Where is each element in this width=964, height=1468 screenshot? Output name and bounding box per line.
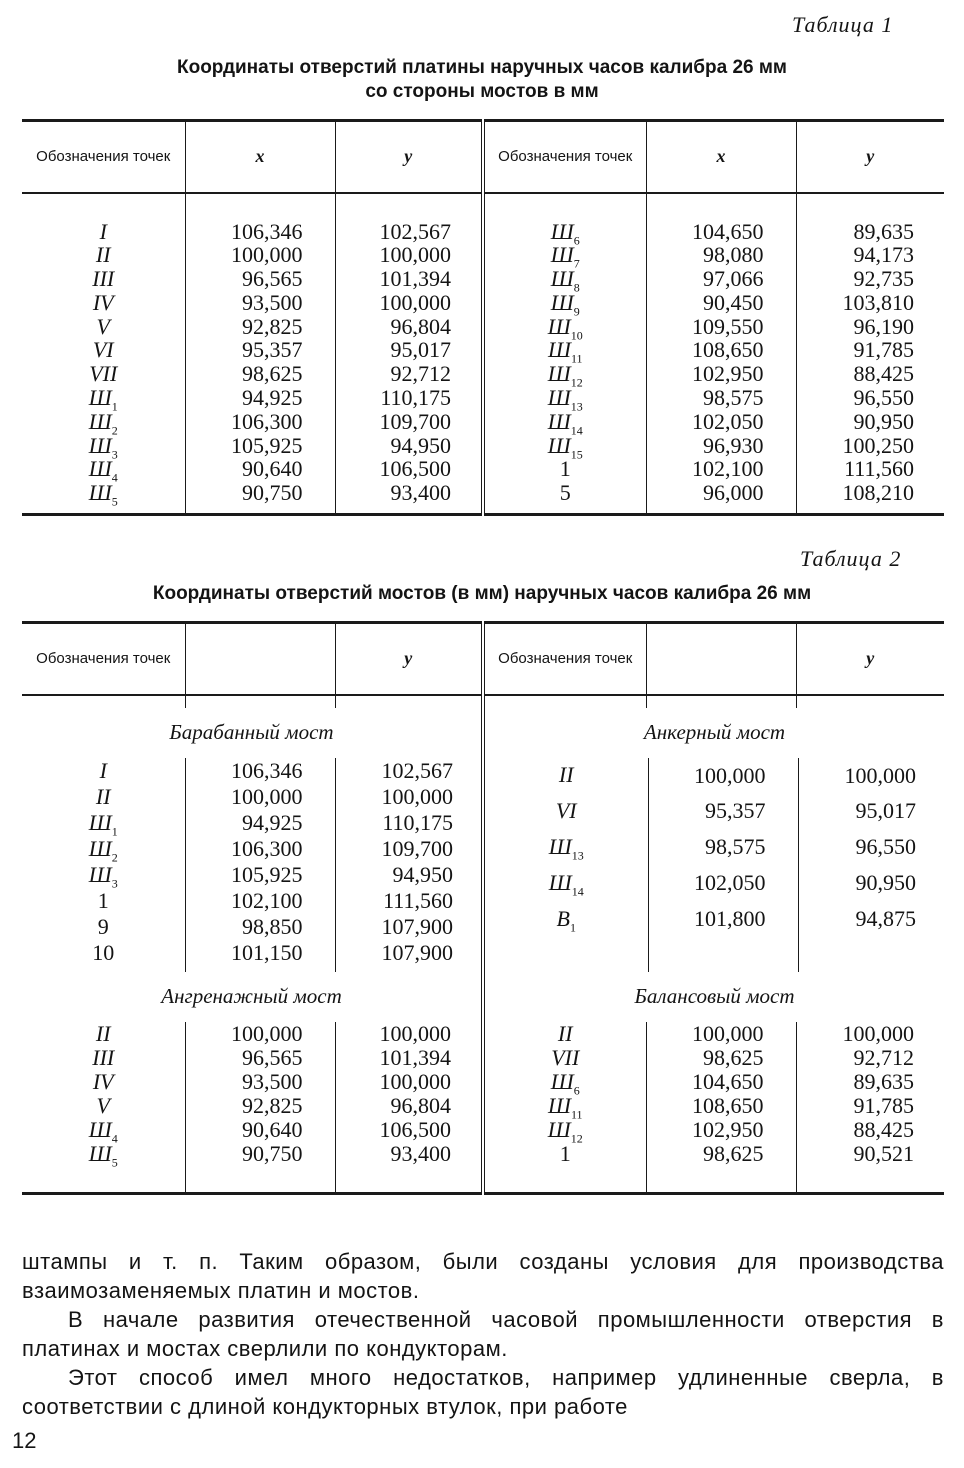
- bridge-block-row: [22, 758, 944, 972]
- table2-col-y-right: y: [796, 623, 944, 695]
- y-value: 100,250: [796, 434, 944, 458]
- body-text: [22, 1247, 944, 1421]
- table-row: [22, 457, 944, 481]
- table-row: [22, 888, 483, 914]
- point-subscript: 6: [573, 1082, 580, 1097]
- y-value: 91,785: [796, 1094, 944, 1118]
- y-value: 95,017: [335, 338, 483, 362]
- y-value: 96,190: [796, 315, 944, 339]
- point-label: [483, 1116, 646, 1145]
- y-value: 110,175: [335, 810, 483, 836]
- x-value: 104,650: [646, 220, 796, 244]
- point-label: [22, 385, 185, 414]
- point-label: [22, 243, 185, 267]
- point-symbol: III: [92, 266, 115, 292]
- point-subscript: 4: [111, 470, 118, 485]
- point-label: [483, 481, 646, 505]
- x-value: 102,100: [185, 888, 335, 914]
- point-label: [22, 362, 185, 386]
- x-value: 94,925: [185, 810, 335, 836]
- section-title: Барабанный мост: [169, 720, 334, 744]
- point-subscript: 4: [111, 1130, 118, 1145]
- point-subscript: 1: [111, 399, 118, 414]
- table-row: [22, 267, 944, 291]
- point-symbol: Ш: [547, 337, 571, 363]
- x-value: 98,850: [185, 914, 335, 940]
- table-row: [22, 338, 944, 362]
- point-label: [22, 1140, 185, 1169]
- table2-col-points-left: Обозначения точек: [22, 623, 185, 695]
- point-symbol: Ш: [547, 1092, 571, 1118]
- point-symbol: Ш: [550, 218, 574, 244]
- point-label: [22, 267, 185, 291]
- point-symbol: Ш: [547, 385, 571, 411]
- x-value: 109,550: [646, 315, 796, 339]
- x-value: 100,000: [646, 1022, 796, 1046]
- point-symbol: 5: [559, 480, 571, 506]
- y-value: 101,394: [335, 1046, 483, 1070]
- y-value: 94,875: [798, 901, 946, 937]
- point-symbol: VII: [551, 1044, 580, 1070]
- point-symbol: II: [95, 1020, 111, 1046]
- y-value: 103,810: [796, 291, 944, 315]
- x-value: 101,800: [648, 901, 798, 937]
- table1-title-line1: Координаты отверстий платины наручных часов калибра 26 мм: [177, 57, 787, 78]
- point-label: [22, 408, 185, 438]
- y-value: 111,560: [796, 457, 944, 481]
- y-value: 109,700: [335, 410, 483, 434]
- x-value: 108,650: [646, 1094, 796, 1118]
- table-row: [22, 1094, 944, 1118]
- point-subscript: 11: [570, 1106, 583, 1121]
- y-value: 90,950: [796, 410, 944, 434]
- point-label: [22, 914, 185, 940]
- point-label: [483, 266, 646, 295]
- x-value: 92,825: [185, 315, 335, 339]
- table1-col-y-right: y: [796, 121, 944, 193]
- x-value: 90,450: [646, 291, 796, 315]
- paragraph-2: В начале развития отечественной часовой промышленности отверстия в платинах и мостах сверлили по кондукторам.: [22, 1307, 944, 1361]
- table1-caption: Таблица 1: [792, 12, 894, 37]
- point-label: [483, 385, 646, 414]
- point-subscript: 12: [570, 1130, 583, 1145]
- y-value: 102,567: [335, 758, 483, 784]
- point-symbol: Ш: [547, 432, 571, 458]
- y-value: 100,000: [335, 1022, 483, 1046]
- point-label: [483, 218, 646, 247]
- table-row: [22, 220, 944, 244]
- table-row: [22, 836, 483, 862]
- x-value: 105,925: [185, 434, 335, 458]
- x-value: 96,565: [185, 267, 335, 291]
- y-value: 108,210: [796, 481, 944, 505]
- x-value: 100,000: [185, 243, 335, 267]
- y-value: 93,400: [335, 481, 483, 505]
- table1-col-x-left: x: [185, 121, 335, 193]
- table-row: [22, 410, 944, 434]
- point-label: [22, 220, 185, 244]
- x-value: 105,925: [185, 862, 335, 888]
- paragraph-3: Этот способ имел много недостатков, например удлиненные сверла, в соответствии с длиной кондукторных втулок, при работе: [22, 1365, 944, 1419]
- point-subscript: 10: [570, 328, 583, 343]
- table2-col-x-right: [646, 623, 796, 695]
- y-value: 92,712: [796, 1046, 944, 1070]
- x-value: 95,357: [185, 338, 335, 362]
- table-row: [22, 1046, 944, 1070]
- point-subscript: 5: [111, 1154, 118, 1169]
- y-value: 111,560: [335, 888, 483, 914]
- point-subscript: 11: [570, 351, 583, 366]
- point-label: [22, 456, 185, 485]
- table-row: [22, 291, 944, 315]
- y-value: 96,550: [796, 386, 944, 410]
- y-value: 88,425: [796, 1118, 944, 1142]
- point-subscript: 6: [573, 232, 580, 247]
- point-symbol: IV: [92, 1068, 114, 1094]
- table-row: [22, 758, 483, 784]
- point-symbol: IV: [92, 289, 114, 315]
- point-label: [483, 313, 646, 343]
- y-value: 96,804: [335, 315, 483, 339]
- point-label: [22, 888, 185, 914]
- x-value: 102,050: [646, 410, 796, 434]
- table1-col-points-right: Обозначения точек: [483, 121, 646, 193]
- point-symbol: Ш: [550, 242, 574, 268]
- x-value: 100,000: [185, 1022, 335, 1046]
- point-symbol: VII: [89, 361, 118, 387]
- x-value: 90,750: [185, 481, 335, 505]
- point-label: [485, 901, 648, 937]
- table-row: [485, 829, 946, 865]
- point-label: [483, 361, 646, 390]
- x-value: 90,640: [185, 1118, 335, 1142]
- table-row: [22, 315, 944, 339]
- point-subscript: 13: [571, 848, 584, 863]
- point-symbol: Ш: [88, 835, 112, 861]
- table-row: [485, 758, 946, 794]
- y-value: 88,425: [796, 362, 944, 386]
- point-symbol: V: [96, 1092, 110, 1118]
- y-value: 92,712: [335, 362, 483, 386]
- point-subscript: 13: [570, 399, 583, 414]
- table-row: [22, 1118, 944, 1142]
- x-value: 106,300: [185, 836, 335, 862]
- table-row: [22, 1070, 944, 1094]
- point-label: [483, 457, 646, 481]
- x-value: 98,625: [185, 362, 335, 386]
- x-value: 102,050: [648, 865, 798, 901]
- point-symbol: II: [558, 762, 574, 788]
- point-symbol: Ш: [88, 861, 112, 887]
- point-symbol: 1: [559, 456, 571, 482]
- y-value: 106,500: [335, 1118, 483, 1142]
- x-value: 100,000: [648, 758, 798, 794]
- y-value: 93,400: [335, 1142, 483, 1166]
- table2-col-x-left: [185, 623, 335, 695]
- x-value: 100,000: [185, 784, 335, 810]
- y-value: 107,900: [335, 914, 483, 940]
- y-value: 101,394: [335, 267, 483, 291]
- point-symbol: Ш: [88, 480, 112, 506]
- point-symbol: Ш: [548, 869, 572, 895]
- point-symbol: Ш: [88, 456, 112, 482]
- x-value: 101,150: [185, 940, 335, 966]
- point-subscript: 5: [111, 494, 118, 509]
- point-label: [483, 1092, 646, 1121]
- table-row: [22, 362, 944, 386]
- x-value: 97,066: [646, 267, 796, 291]
- table-row: [22, 914, 483, 940]
- point-symbol: I: [99, 757, 107, 783]
- point-subscript: 8: [573, 280, 580, 295]
- x-value: 96,000: [646, 481, 796, 505]
- point-label: [22, 810, 185, 836]
- point-label: [483, 242, 646, 271]
- point-symbol: 9: [97, 913, 109, 939]
- table-row: [22, 243, 944, 267]
- point-symbol: VI: [92, 337, 114, 363]
- point-label: [22, 1022, 185, 1046]
- point-label: [22, 1116, 185, 1145]
- point-symbol: Ш: [550, 289, 574, 315]
- point-symbol: Ш: [88, 809, 112, 835]
- point-label: [485, 829, 648, 865]
- y-value: 90,521: [796, 1142, 944, 1166]
- y-value: 100,000: [335, 291, 483, 315]
- point-label: [485, 758, 648, 794]
- point-symbol: V: [96, 313, 110, 339]
- point-label: [483, 337, 646, 366]
- table-row: [22, 481, 944, 505]
- y-value: 89,635: [796, 220, 944, 244]
- x-value: 98,575: [646, 386, 796, 410]
- y-value: 106,500: [335, 457, 483, 481]
- point-label: [483, 1142, 646, 1166]
- table1-title-line2: со стороны мостов в мм: [365, 81, 599, 102]
- x-value: 102,950: [646, 1118, 796, 1142]
- y-value: 94,950: [335, 434, 483, 458]
- x-value: 90,750: [185, 1142, 335, 1166]
- point-label: [22, 862, 185, 888]
- point-label: [22, 338, 185, 362]
- table-row: [485, 865, 946, 901]
- point-symbol: II: [557, 1020, 573, 1046]
- point-label: [483, 432, 646, 462]
- x-value: 104,650: [646, 1070, 796, 1094]
- point-label: [22, 836, 185, 862]
- table2-title: Координаты отверстий мостов (в мм) наручных часов калибра 26 мм: [152, 583, 812, 604]
- point-symbol: Ш: [548, 833, 572, 859]
- y-value: 90,950: [798, 865, 946, 901]
- x-value: 93,500: [185, 291, 335, 315]
- y-value: 100,000: [798, 758, 946, 794]
- point-symbol: Ш: [547, 361, 571, 387]
- point-symbol: VI: [555, 798, 577, 824]
- y-value: 100,000: [335, 784, 483, 810]
- table-row: [485, 793, 946, 829]
- x-value: 106,346: [185, 758, 335, 784]
- point-subscript: 12: [570, 375, 583, 390]
- table2: [22, 621, 944, 1195]
- table-row: [485, 901, 946, 937]
- x-value: 98,625: [646, 1142, 796, 1166]
- y-value: 110,175: [335, 386, 483, 410]
- table1-col-x-right: x: [646, 121, 796, 193]
- x-value: 90,640: [185, 457, 335, 481]
- table-row: [22, 1142, 944, 1166]
- x-value: 102,950: [646, 362, 796, 386]
- point-label: [22, 1046, 185, 1070]
- x-value: 92,825: [185, 1094, 335, 1118]
- x-value: 96,930: [646, 434, 796, 458]
- paragraph-1: штампы и т. п. Таким образом, были созданы условия для производства взаимозаменяемых платин и мостов.: [22, 1249, 944, 1303]
- point-label: [485, 793, 648, 829]
- point-symbol: 10: [92, 939, 115, 965]
- point-label: [22, 940, 185, 966]
- point-symbol: III: [92, 1044, 115, 1070]
- point-symbol: Ш: [550, 266, 574, 292]
- y-value: 89,635: [796, 1070, 944, 1094]
- point-subscript: 14: [571, 884, 584, 899]
- point-symbol: Ш: [88, 432, 112, 458]
- table-row: [22, 386, 944, 410]
- y-value: 94,950: [335, 862, 483, 888]
- point-subscript: 3: [111, 447, 118, 462]
- point-label: [483, 1022, 646, 1046]
- y-value: 92,735: [796, 267, 944, 291]
- y-value: 100,000: [335, 243, 483, 267]
- table1-col-points-left: Обозначения точек: [22, 121, 185, 193]
- x-value: 94,925: [185, 386, 335, 410]
- point-symbol: 1: [97, 887, 109, 913]
- point-label: [485, 865, 648, 901]
- table1-col-y-left: y: [335, 121, 483, 193]
- table1-header: [22, 121, 944, 193]
- table-row: [22, 940, 483, 966]
- point-subscript: 14: [570, 423, 583, 438]
- y-value: 109,700: [335, 836, 483, 862]
- point-label: [22, 291, 185, 315]
- y-value: 107,900: [335, 940, 483, 966]
- table1: [22, 119, 944, 516]
- section-title: Анкерный мост: [483, 708, 944, 758]
- point-subscript: 2: [111, 423, 118, 438]
- section-header-row: [22, 972, 944, 1022]
- x-value: 98,625: [646, 1046, 796, 1070]
- section-title: Балансовый мост: [483, 972, 944, 1022]
- x-value: 106,300: [185, 410, 335, 434]
- x-value: 96,565: [185, 1046, 335, 1070]
- point-symbol: Ш: [88, 385, 112, 411]
- point-label: [22, 315, 185, 339]
- point-symbol: Ш: [88, 1140, 112, 1166]
- x-value: 106,346: [185, 220, 335, 244]
- point-subscript: 2: [111, 849, 118, 864]
- point-label: [483, 1068, 646, 1097]
- x-value: 98,080: [646, 243, 796, 267]
- point-label: [483, 289, 646, 319]
- point-symbol: B: [556, 905, 570, 931]
- point-label: [22, 1094, 185, 1118]
- table-row: [22, 862, 483, 888]
- y-value: 100,000: [335, 1070, 483, 1094]
- table2-col-y-left: y: [335, 623, 483, 695]
- table2-caption: Таблица 2: [800, 546, 902, 571]
- page-number: 12: [12, 1428, 37, 1453]
- point-subscript: 9: [573, 304, 580, 319]
- point-label: [22, 432, 185, 462]
- point-subscript: 1: [111, 823, 118, 838]
- point-subscript: 7: [573, 256, 580, 271]
- section-title: Ангренажный мост: [161, 984, 342, 1008]
- y-value: 95,017: [798, 793, 946, 829]
- point-symbol: Ш: [547, 1116, 571, 1142]
- point-symbol: II: [95, 242, 111, 268]
- x-value: 93,500: [185, 1070, 335, 1094]
- point-label: [22, 1070, 185, 1094]
- point-subscript: 1: [569, 919, 576, 934]
- table-row: [22, 1022, 944, 1046]
- point-symbol: Ш: [547, 313, 571, 339]
- point-symbol: I: [99, 218, 107, 244]
- x-value: 108,650: [646, 338, 796, 362]
- point-label: [22, 784, 185, 810]
- point-symbol: Ш: [88, 1116, 112, 1142]
- table-row: [22, 434, 944, 458]
- point-symbol: Ш: [550, 1068, 574, 1094]
- table-row: [22, 784, 483, 810]
- point-symbol: II: [95, 783, 111, 809]
- table-row: [22, 810, 483, 836]
- table2-col-points-right: Обозначения точек: [483, 623, 646, 695]
- y-value: 96,804: [335, 1094, 483, 1118]
- y-value: 102,567: [335, 220, 483, 244]
- point-label: [22, 758, 185, 784]
- x-value: 95,357: [648, 793, 798, 829]
- y-value: 100,000: [796, 1022, 944, 1046]
- point-symbol: Ш: [88, 408, 112, 434]
- x-value: 102,100: [646, 457, 796, 481]
- table2-header: [22, 623, 944, 695]
- x-value: 98,575: [648, 829, 798, 865]
- y-value: 91,785: [796, 338, 944, 362]
- section-header-row: [22, 708, 944, 758]
- y-value: 94,173: [796, 243, 944, 267]
- point-symbol: Ш: [547, 408, 571, 434]
- point-label: [22, 480, 185, 509]
- point-label: [483, 1046, 646, 1070]
- point-symbol: 1: [559, 1140, 571, 1166]
- point-label: [483, 408, 646, 438]
- point-subscript: 15: [570, 447, 583, 462]
- y-value: 96,550: [798, 829, 946, 865]
- point-subscript: 3: [111, 875, 118, 890]
